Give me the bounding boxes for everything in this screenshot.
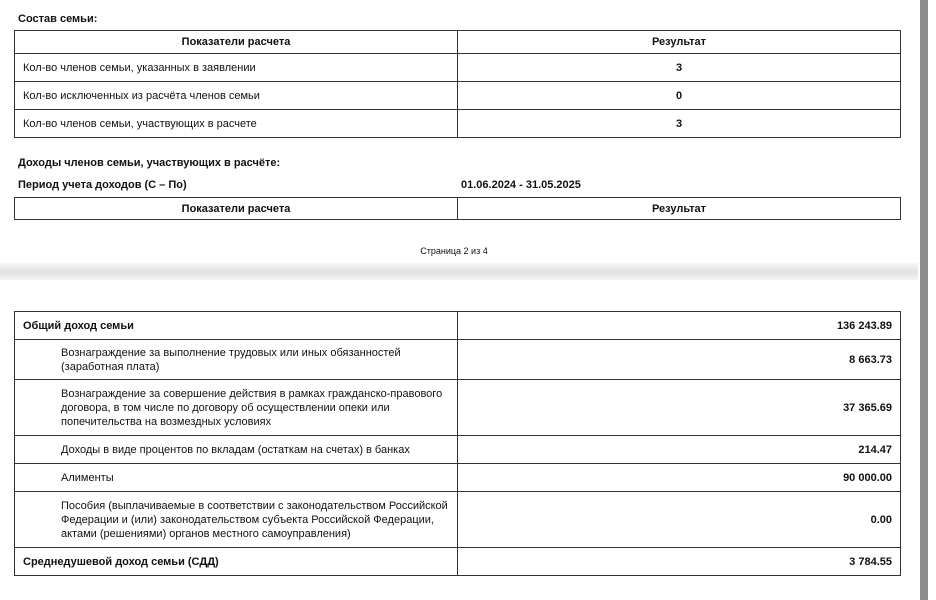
period-label: Период учета доходов (С – По)	[18, 179, 187, 191]
column-header-indicators: Показатели расчета	[15, 31, 458, 54]
row-label: Кол-во членов семьи, участвующих в расчете	[15, 110, 458, 138]
income-item-value: 37 365.69	[458, 380, 901, 436]
total-income-row	[15, 312, 901, 340]
income-item-label: Вознаграждение за выполнение трудовых или иных обязанностей (заработная плата)	[15, 340, 458, 380]
average-income-value: 3 784.55	[458, 548, 901, 576]
table-row	[15, 54, 901, 82]
row-value: 3	[458, 110, 901, 138]
viewer-scrollbar[interactable]	[918, 0, 936, 600]
table-row	[15, 82, 901, 110]
income-item-label: Алименты	[15, 464, 458, 492]
income-table-header	[14, 197, 901, 220]
page-separator	[0, 263, 918, 280]
table-header-row	[15, 31, 901, 54]
table-row	[15, 436, 901, 464]
total-income-value: 136 243.89	[458, 312, 901, 340]
page-counter: Страница 2 из 4	[420, 246, 488, 256]
period-value: 01.06.2024 - 31.05.2025	[461, 179, 581, 191]
table-header-row	[15, 198, 901, 220]
income-item-label: Вознаграждение за совершение действия в рамках гражданско-правового договора, в том числе по договору об осуществлении опеки или попечительства на возмездных условиях	[15, 380, 458, 436]
income-details-table	[14, 311, 901, 576]
family-composition-table	[14, 30, 901, 138]
income-item-label: Пособия (выплачиваемые в соответствии с законодательством Российской Федерации и (или) законодательством субъекта Российской Федерации, актами (решениями) органов местного самоуправления)	[15, 492, 458, 548]
income-item-value: 90 000.00	[458, 464, 901, 492]
family-composition-heading: Состав семьи:	[18, 13, 98, 25]
table-row	[15, 464, 901, 492]
table-row	[15, 380, 901, 436]
total-income-label: Общий доход семьи	[15, 312, 458, 340]
table-row	[15, 492, 901, 548]
income-item-value: 214.47	[458, 436, 901, 464]
column-header-indicators: Показатели расчета	[15, 198, 458, 220]
row-label: Кол-во исключенных из расчёта членов семьи	[15, 82, 458, 110]
average-income-row	[15, 548, 901, 576]
income-item-value: 0.00	[458, 492, 901, 548]
table-row	[15, 340, 901, 380]
column-header-result: Результат	[458, 31, 901, 54]
column-header-result: Результат	[458, 198, 901, 220]
income-heading: Доходы членов семьи, участвующих в расчёте:	[18, 157, 281, 169]
income-item-label: Доходы в виде процентов по вкладам (остаткам на счетах) в банках	[15, 436, 458, 464]
income-item-value: 8 663.73	[458, 340, 901, 380]
row-value: 0	[458, 82, 901, 110]
table-row	[15, 110, 901, 138]
row-value: 3	[458, 54, 901, 82]
average-income-label: Среднедушевой доход семьи (СДД)	[15, 548, 458, 576]
scrollbar-track[interactable]	[920, 0, 928, 600]
row-label: Кол-во членов семьи, указанных в заявлении	[15, 54, 458, 82]
